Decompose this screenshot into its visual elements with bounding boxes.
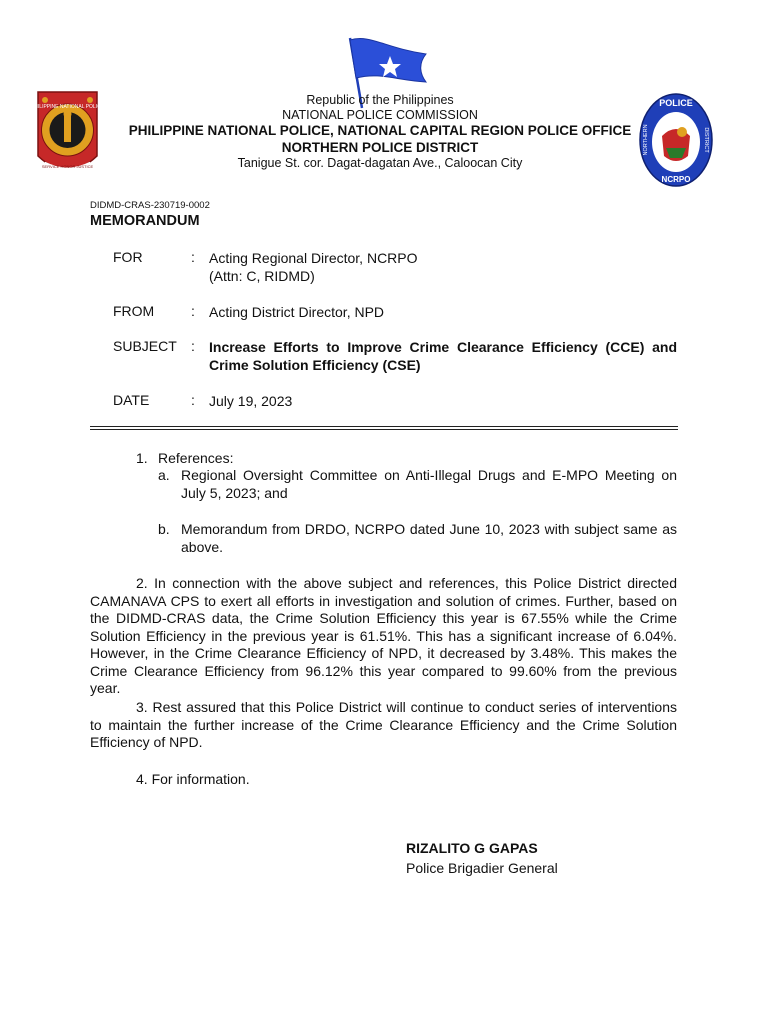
from-label: FROM bbox=[113, 303, 155, 319]
ref-b-letter: b. bbox=[158, 521, 170, 537]
signatory-name: RIZALITO G GAPAS bbox=[406, 840, 538, 856]
for-line1: Acting Regional Director, NCRPO bbox=[209, 250, 418, 266]
separator-line bbox=[90, 426, 678, 427]
para1-text: References: bbox=[158, 450, 234, 466]
document-type: MEMORANDUM bbox=[90, 213, 200, 229]
from-value: Acting District Director, NPD bbox=[209, 304, 385, 320]
ref-a-letter: a. bbox=[158, 467, 170, 483]
ref-a-text: Regional Oversight Committee on Anti-Illegal Drugs and E-MPO Meeting on July 5, 2023; and bbox=[181, 467, 677, 501]
for-line2: (Attn: C, RIDMD) bbox=[209, 268, 315, 284]
control-number: DIDMD-CRAS-230719-0002 bbox=[90, 200, 210, 211]
para4: 4. For information. bbox=[136, 771, 250, 787]
pnp-seal-icon bbox=[30, 86, 105, 186]
npd-seal-right-text: DISTRICT bbox=[703, 127, 709, 153]
for-colon: : bbox=[191, 249, 195, 265]
para3: 3. Rest assured that this Police District will continue to conduct series of interventions to maintain the further increase of the Crime Clearance Efficiency and the Crime Solution Efficiency of NPD. bbox=[90, 699, 677, 750]
npd-seal-top-text: POLICE bbox=[659, 98, 693, 108]
para2: 2. In connection with the above subject and references, this Police District directed CAMANAVA CPS to exert all efforts in investigation and solution of crimes. Further, based on the DIDMD-CRAS data, the Crime Solution Efficiency this year is 67.55% while the Crime Solution Efficiency in the previous year is 61.51%. This has a significant increase of 6.04%. However, in the Crime Clearance Efficiency of NPD, it decreased by 3.48%. This makes the Crime Clearance Efficiency from 96.12% this year compared to 99.60% from the previous year. bbox=[90, 575, 677, 696]
date-value: July 19, 2023 bbox=[209, 393, 293, 409]
ref-b-text: Memorandum from DRDO, NCRPO dated June 10, 2023 with subject same as above. bbox=[181, 521, 677, 555]
date-label: DATE bbox=[113, 392, 150, 408]
npd-seal-bottom-text: NCRPO bbox=[661, 175, 691, 184]
para1-number: 1. bbox=[136, 450, 148, 466]
from-colon: : bbox=[191, 303, 195, 319]
date-colon: : bbox=[191, 392, 195, 408]
separator-line bbox=[90, 429, 678, 430]
subject-label: SUBJECT bbox=[113, 338, 177, 354]
npd-seal-left-text: NORTHERN bbox=[643, 124, 649, 156]
header-republic: Republic of the Philippines bbox=[306, 93, 454, 107]
header-address: Tanigue St. cor. Dagat-dagatan Ave., Caloocan City bbox=[237, 156, 523, 170]
signatory-rank: Police Brigadier General bbox=[406, 860, 558, 876]
for-label: FOR bbox=[113, 249, 143, 265]
for-value bbox=[209, 249, 677, 285]
header-office: PHILIPPINE NATIONAL POLICE, NATIONAL CAPITAL REGION POLICE OFFICE bbox=[128, 123, 632, 138]
header-district: NORTHERN POLICE DISTRICT bbox=[281, 140, 479, 155]
pnp-seal-top-text: PHILIPPINE NATIONAL POLICE bbox=[30, 104, 105, 110]
pnp-seal-bottom-text: SERVICE HONOR JUSTICE bbox=[41, 164, 94, 169]
header-commission: NATIONAL POLICE COMMISSION bbox=[282, 108, 478, 122]
subject-colon: : bbox=[191, 338, 195, 354]
subject-value: Increase Efforts to Improve Crime Clearance Efficiency (CCE) and Crime Solution Efficiency (CSE) bbox=[209, 339, 677, 373]
